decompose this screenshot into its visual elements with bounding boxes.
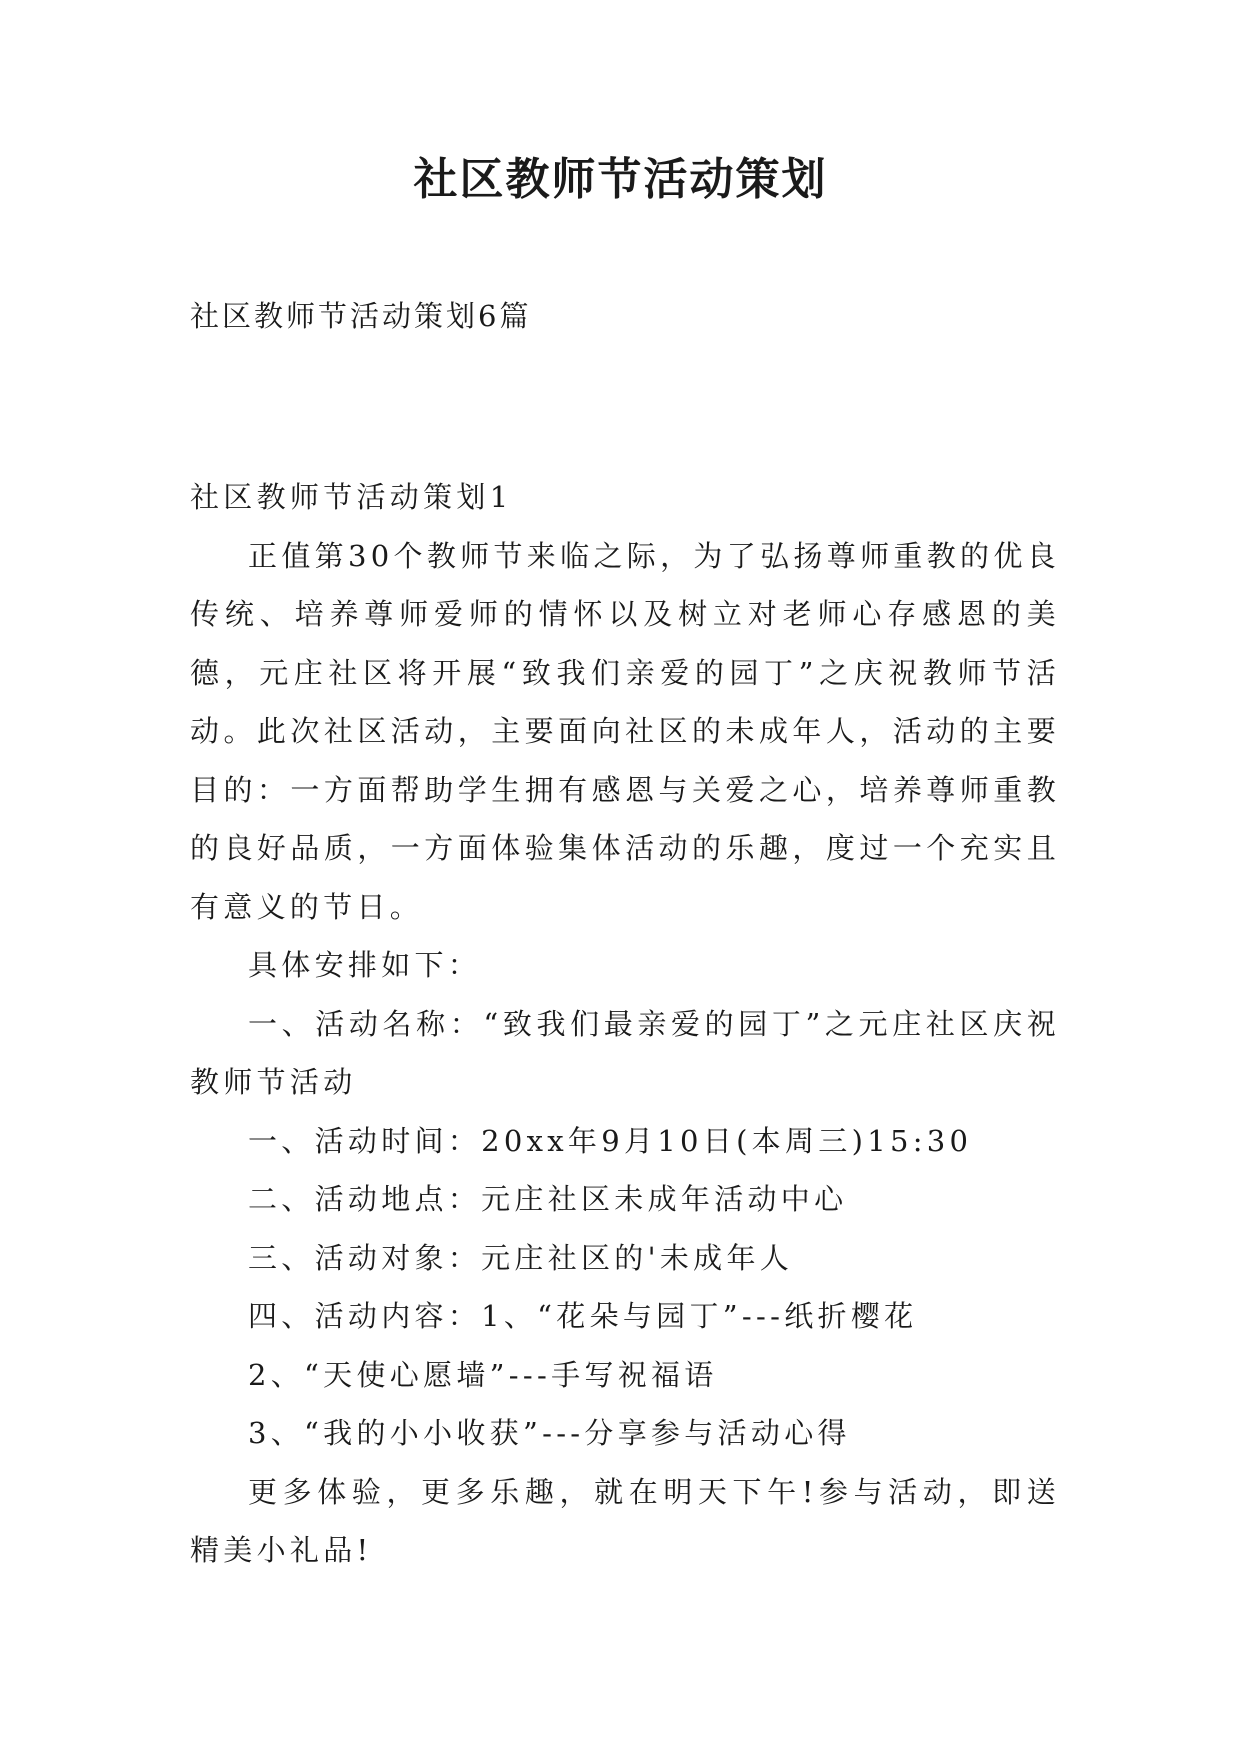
paragraph-activity-content-2: 2、“天使心愿墙”---手写祝福语: [248, 1357, 718, 1392]
paragraph-arrangement: 具体安排如下：: [248, 948, 482, 982]
paragraph-activity-location: 二、活动地点：元庄社区未成年活动中心: [248, 1182, 848, 1216]
document-body: [190, 468, 1060, 1580]
document-subtitle: 社区教师节活动策划6篇: [190, 299, 532, 333]
paragraph-activity-name: 一、活动名称：“致我们最亲爱的园丁”之元庄社区庆祝教师节活动: [190, 1006, 1060, 1099]
paragraph-activity-content-1: 四、活动内容：1、“花朵与园丁”---纸折樱花: [248, 1299, 918, 1333]
document-title: 社区教师节活动策划: [413, 154, 828, 205]
paragraph-intro: 正值第30个教师节来临之际，为了弘扬尊师重教的优良传统、培养尊师爱师的情怀以及树立对老师心存感恩的美德，元庄社区将开展“致我们亲爱的园丁”之庆祝教师节活动。此次社区活动，主要面向社区的未成年人，活动的主要目的：一方面帮助学生拥有感恩与关爱之心，培养尊师重教的良好品质，一方面体验集体活动的乐趣，度过一个充实且有意义的节日。: [190, 538, 1060, 924]
paragraph-activity-time: 一、活动时间：20xx年9月10日(本周三)15:30: [248, 1123, 973, 1158]
paragraph-activity-audience: 三、活动对象：元庄社区的'未成年人: [248, 1240, 794, 1275]
paragraph-closing: 更多体验，更多乐趣，就在明天下午!参与活动，即送精美小礼品!: [190, 1474, 1060, 1567]
paragraph-activity-content-3: 3、“我的小小收获”---分享参与活动心得: [248, 1416, 851, 1450]
section-heading: 社区教师节活动策划1: [190, 480, 513, 514]
